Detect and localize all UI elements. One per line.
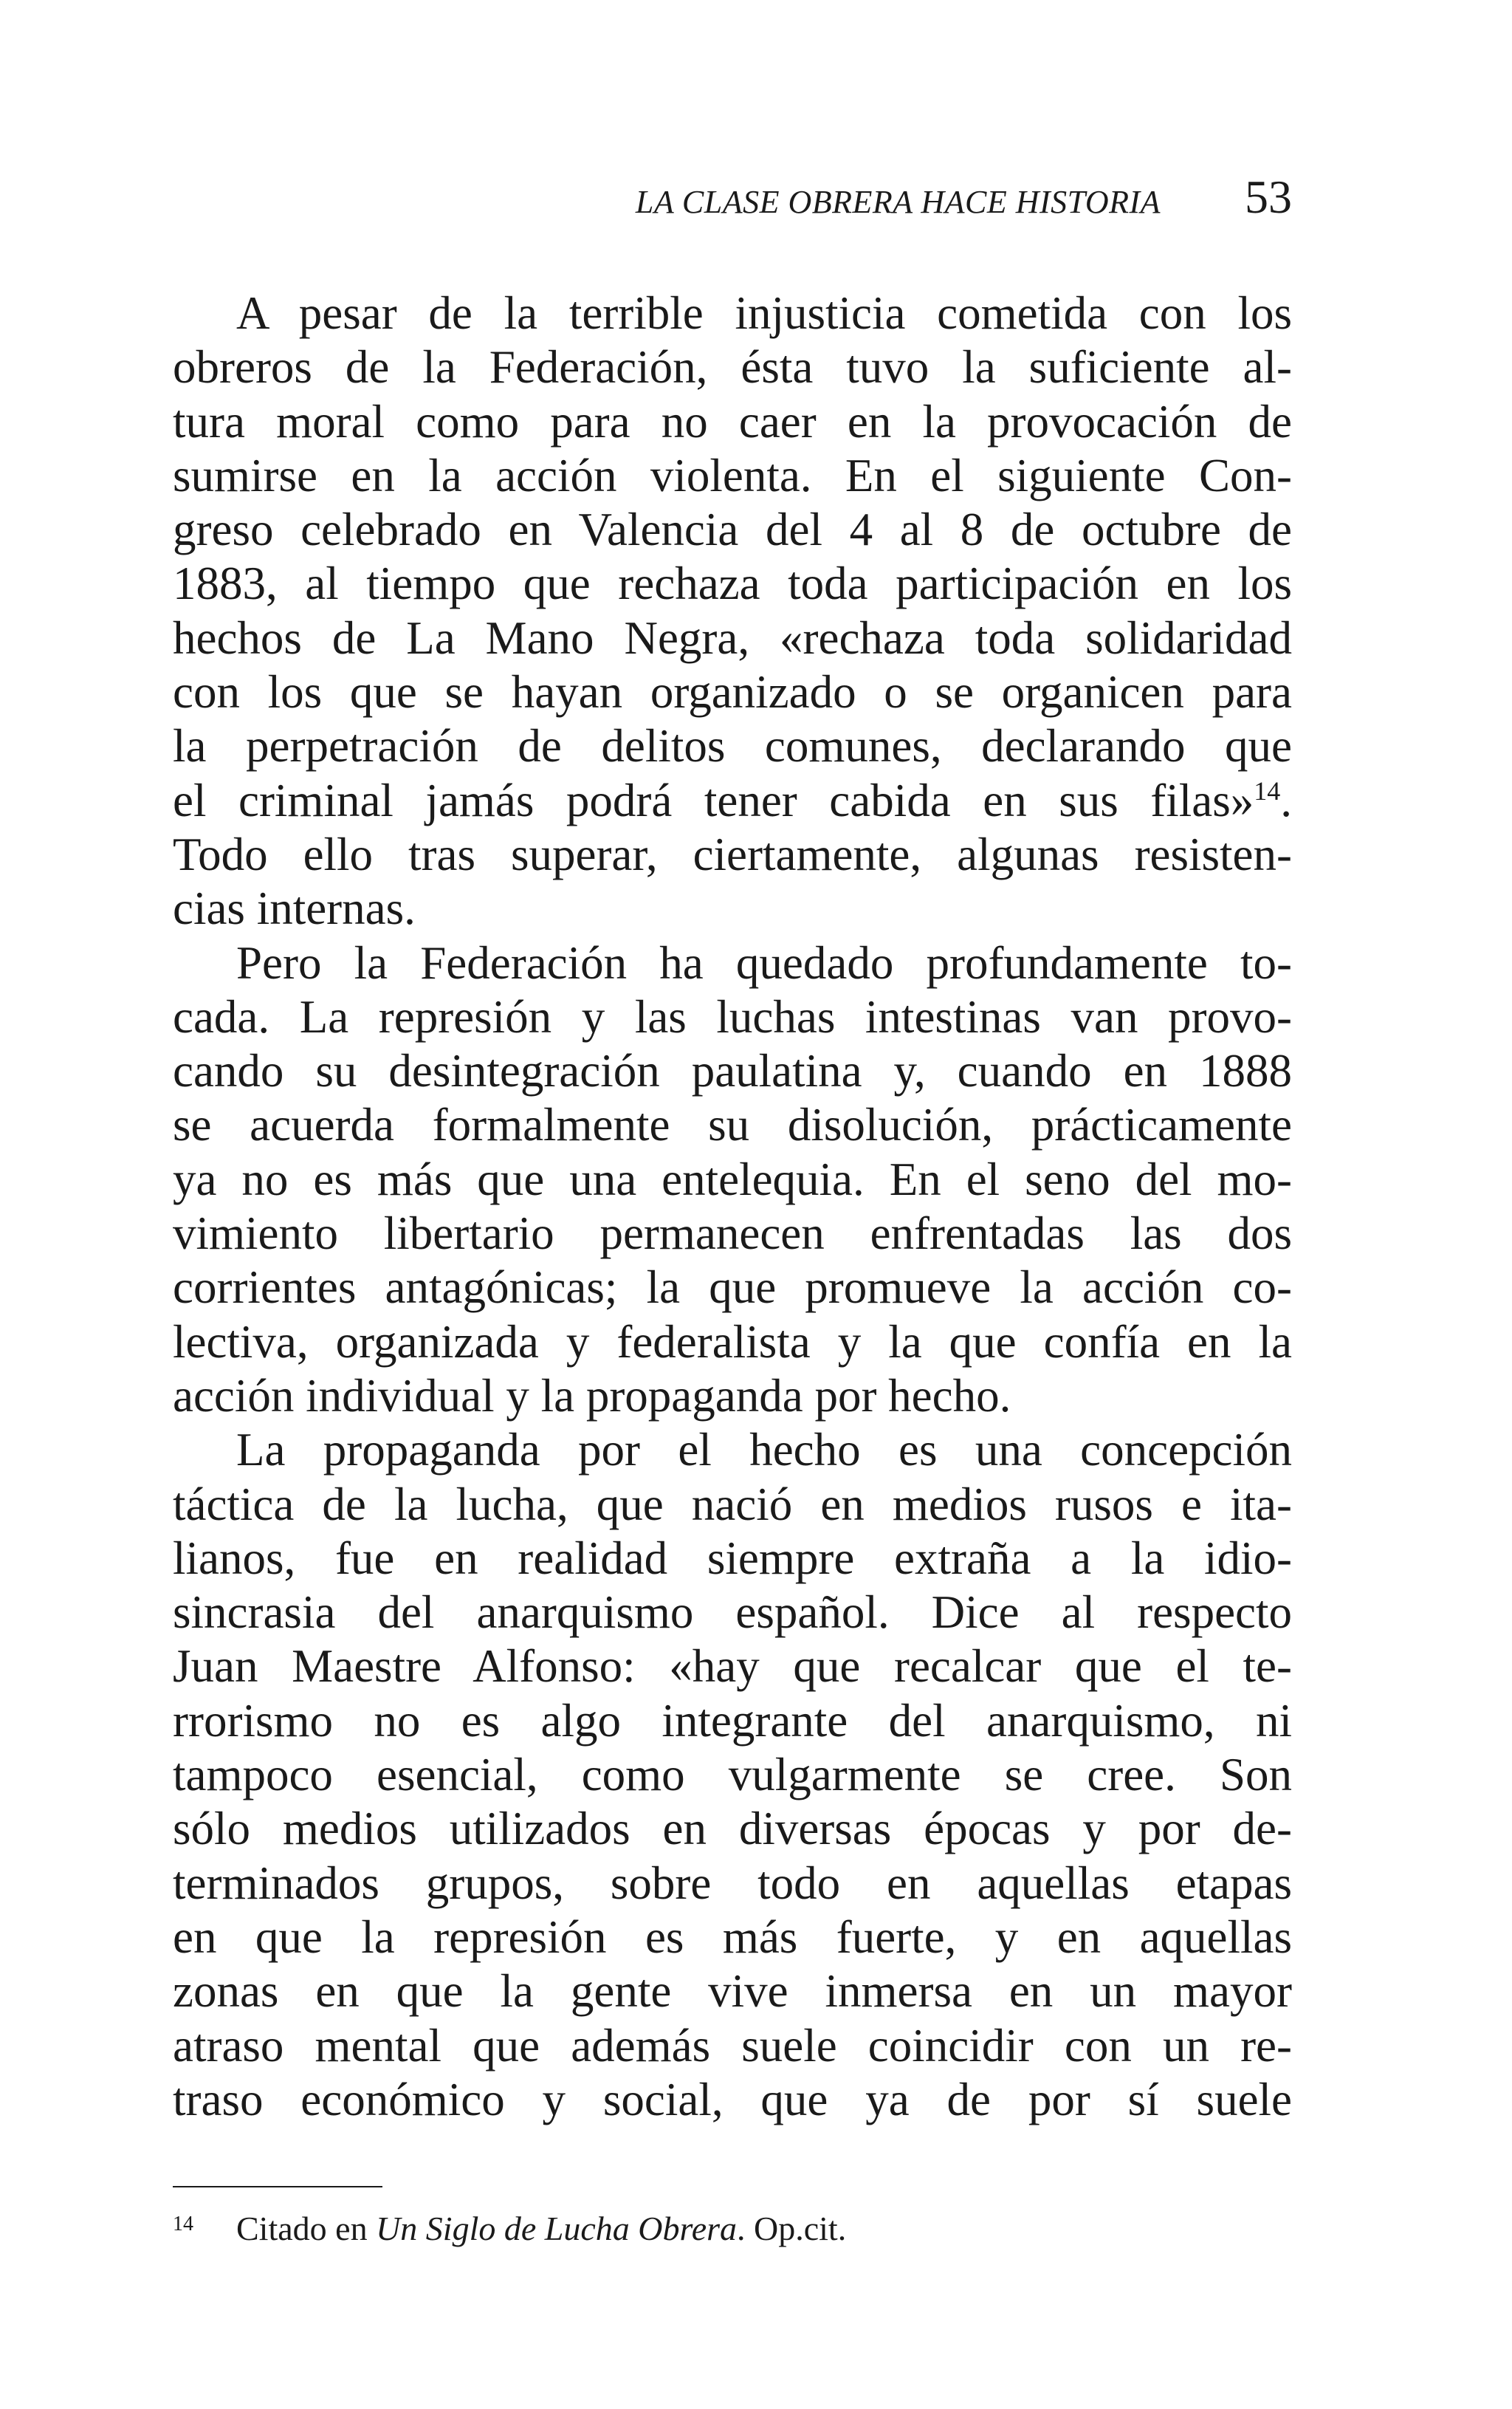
text-line: zonas en que la gente vive inmersa en un mayor — [173, 1965, 1292, 2018]
line-punctuation: . — [1280, 774, 1292, 826]
text-line: cada. La represión y las luchas intestinas van provo- — [173, 990, 1292, 1043]
footnote-mark: 14 — [173, 2213, 193, 2235]
text-line: atraso mental que además suele coincidir con un re- — [173, 2019, 1292, 2072]
text-line: se acuerda formalmente su disolución, prácticamente — [173, 1099, 1292, 1151]
page-number: 53 — [1245, 171, 1292, 223]
text-line: rrorismo no es algo integrante del anarquismo, ni — [173, 1694, 1292, 1747]
text-line: acción individual y la propaganda por hecho. — [173, 1369, 1011, 1422]
text-line: Juan Maestre Alfonso: «hay que recalcar que el te- — [173, 1640, 1292, 1693]
line-text: el criminal jamás podrá tener cabida en sus filas» — [173, 774, 1254, 826]
text-line: cando su desintegración paulatina y, cuando en 1888 — [173, 1045, 1292, 1097]
text-line: vimiento libertario permanecen enfrentadas las dos — [173, 1207, 1292, 1260]
text-line: ya no es más que una entelequia. En el seno del mo- — [173, 1153, 1292, 1205]
footnote-prefix: Citado en — [236, 2210, 377, 2247]
text-line: Todo ello tras superar, ciertamente, algunas resisten- — [173, 828, 1292, 880]
text-line: hechos de La Mano Negra, «rechaza toda solidaridad — [173, 611, 1292, 664]
text-line: sincrasia del anarquismo español. Dice al respecto — [173, 1586, 1292, 1639]
text-line: A pesar de la terrible injusticia cometida con los — [236, 287, 1292, 339]
text-line: traso económico y social, que ya de por sí suele — [173, 2073, 1292, 2125]
body-text — [173, 287, 1292, 2127]
text-line: 1883, al tiempo que rechaza toda participación en los — [173, 558, 1292, 610]
text-line: Pero la Federación ha quedado profundamente to- — [236, 936, 1292, 989]
running-head: LA CLASE OBRERA HACE HISTORIA — [635, 184, 1161, 220]
footnote-suffix: . Op.cit. — [737, 2210, 847, 2247]
footnote-reference: 14 — [1254, 775, 1281, 806]
text-line: táctica de la lucha, que nació en medios rusos e ita- — [173, 1478, 1292, 1530]
text-line: obreros de la Federación, ésta tuvo la suficiente al- — [173, 341, 1292, 394]
text-line: tampoco esencial, como vulgarmente se cree. Son — [173, 1749, 1292, 1801]
text-line: la perpetración de delitos comunes, declarando que — [173, 720, 1292, 772]
footnote-text — [236, 2208, 846, 2249]
text-line: en que la represión es más fuerte, y en aquellas — [173, 1911, 1292, 1963]
text-line: greso celebrado en Valencia del 4 al 8 de octubre de — [173, 504, 1292, 556]
text-line: La propaganda por el hecho es una concepción — [236, 1424, 1292, 1476]
text-line: cias internas. — [173, 883, 416, 935]
footnote-cited-title: Un Siglo de Lucha Obrera — [376, 2210, 738, 2247]
text-line-with-footnote-ref — [173, 774, 1292, 828]
text-line: corrientes antagónicas; la que promueve la acción co- — [173, 1261, 1292, 1314]
text-line: sólo medios utilizados en diversas épocas y por de- — [173, 1803, 1292, 1855]
page-header — [173, 170, 1292, 229]
footnote-rule — [173, 2186, 382, 2187]
text-line: sumirse en la acción violenta. En el siguiente Con- — [173, 449, 1292, 501]
text-line: tura moral como para no caer en la provocación de — [173, 395, 1292, 448]
text-line: lianos, fue en realidad siempre extraña a la idio- — [173, 1532, 1292, 1584]
text-line: terminados grupos, sobre todo en aquellas etapas — [173, 1857, 1292, 1909]
text-line: con los que se hayan organizado o se organicen para — [173, 666, 1292, 719]
text-line: lectiva, organizada y federalista y la que confía en la — [173, 1315, 1292, 1368]
